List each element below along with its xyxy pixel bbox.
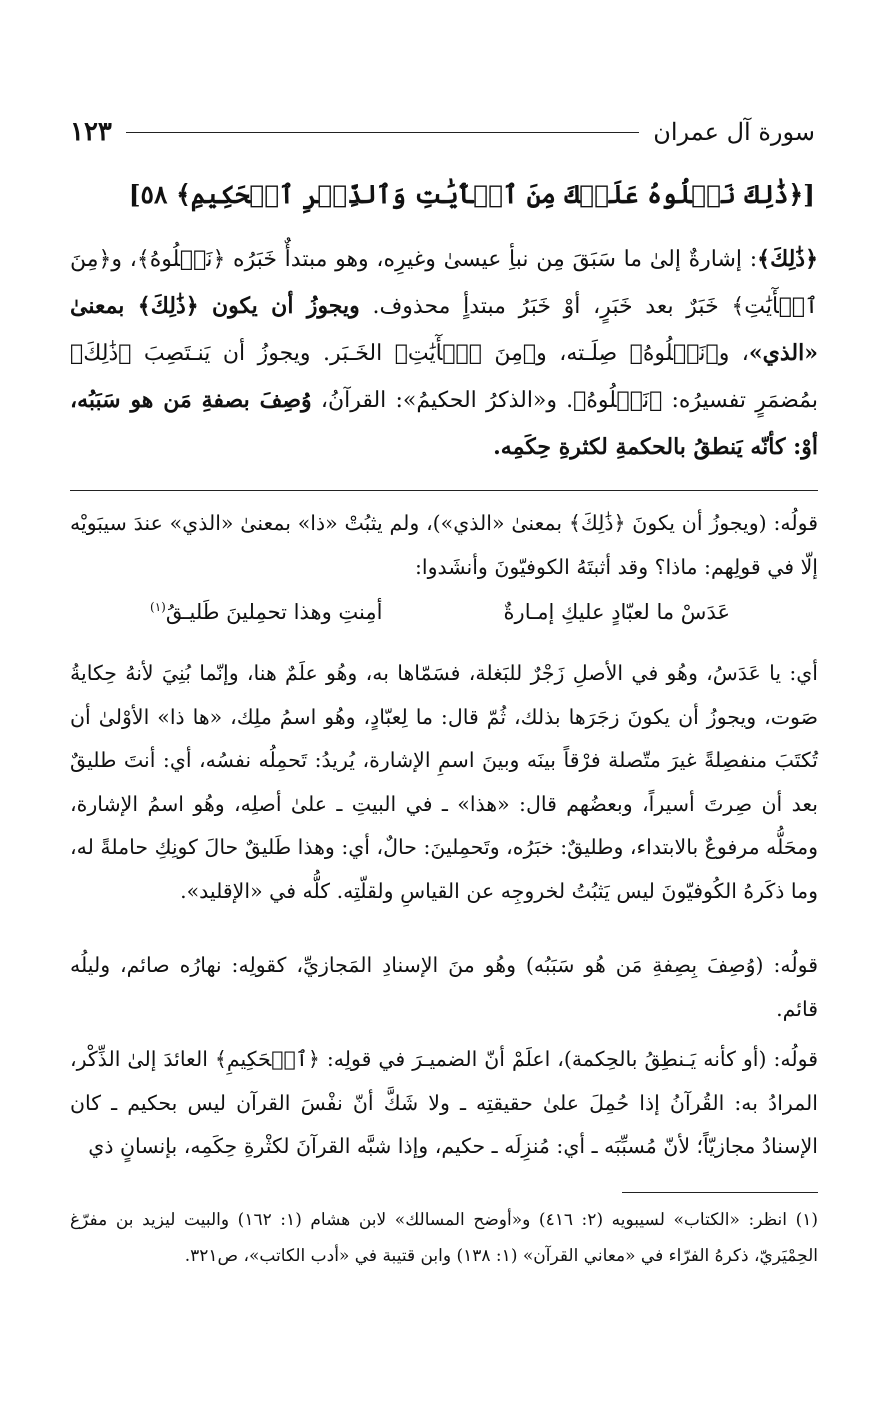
ayah-heading: [﴿ذَٰلِكَ نَتۡلُوهُ عَلَيۡكَ مِنَ ٱلۡأٓيَٰتِ وَٱلذِّكۡرِ ٱلۡحَكِيمِ﴾ ٥٨] xyxy=(128,180,815,209)
tafsir-text-2: ، و﴿نَتۡلُوهُ﴾ صِلَـته، و﴿مِنَ ٱلۡأٓيَٰتِ﴾ الخَـبَر. ويجوزُ أن يَنـتَصِبَ ﴿ذَٰلِكَ﴾ بمُضمَرٍ تفسيرُه: ﴿نَتۡلُوهُ﴾. و«الذكرُ الحكيمُ»: القرآنُ، xyxy=(70,341,819,413)
tafsir-bold-1: ويجوزُ أن يكون ﴿ذَٰلِكَ﴾ بمعنىٰ «الذي» xyxy=(70,293,818,366)
verse-second-hemistich: أمِنتِ وهذا تحمِلينَ طَليـقُ$^{(١)}$ xyxy=(150,600,383,624)
commentary-paragraph-2: أي: يا عَدَسُ، وهُو في الأصلِ زَجْرٌ للبَغلة، فسَمّاها به، وهُو علَمٌ هنا، وإنّما بُنِيَ لأنهُ حِكايةُ صَوت، ويجوزُ أن يكونَ زجَرَها بذلك، ثُمّ قال: ما لِعبّادٍ، وهُو اسمُ ملِك، «ها ذا» الأوْلىٰ أن تُكتَبَ منفصِلةً غيرَ متّصلة فرْقاً بينَه وبينَ اسمِ الإشارة، يُريدُ: تَحمِلُه نفسُه، أي: أنتَ طليقٌ بعد أن صِرتَ أسيراً، وبعضُهم قال: «هذا» ـ في البيتِ ـ علىٰ أصلِه، وهُو اسمُ الإشارة، ومحَلُّه مرفوعٌ بالابتداء، وطليقٌ: خبَرُه، وتَحمِلينَ: حالٌ، أي: وهذا طَليقٌ حالَ كونِكِ حاملةً له، وما ذكَرهُ الكُوفيّونَ ليس يَثبُتُ لخروجِه عن القياسِ ولقلّتِه. كلُّه في «الإقليد». xyxy=(70,661,818,903)
verse-first-hemistich: عَدَسْ ما لعبّادٍ عليكِ إمـارةٌ xyxy=(503,600,730,624)
tafsir-text-1: : إشارةٌ إلىٰ ما سَبَقَ مِن نبأِ عيسىٰ وغيرِه، وهو مبتدأٌ خَبَرُه ﴿نَتۡلُوهُ﴾، و﴿مِنَ ٱلۡأٓيَٰتِ﴾ خَبَرٌ بعد خَبَرٍ، أوْ خَبَرُ مبتدأٍ محذوف. xyxy=(70,247,818,319)
page-header xyxy=(70,112,815,152)
commentary-paragraph-1: قولُه: (ويجوزُ أن يكونَ ﴿ذَٰلِكَ﴾ بمعنىٰ «الذي»)، ولم يثبُتْ «ذا» بمعنىٰ «الذي» عندَ سيبَويْه إلّا في قولِهم: ماذا؟ وقد أثبتَهُ الكوفيّونَ وأنشَدوا: xyxy=(70,511,818,579)
footnote-ref: (١) xyxy=(150,600,166,614)
footnote: (١) انظر: «الكتاب» لسيبويه (٢: ٤١٦) و«أوضح المسالك» لابن هشام (١: ١٦٢) والبيت ليزيد بن مفرّغ الحِمْيَريّ، ذكرهُ الفرّاء في «معاني القرآن» (١: ١٣٨) وابن قتيبة في «أدب الكاتب»، ص٣٢١. xyxy=(70,1210,818,1266)
header-rule xyxy=(126,132,639,133)
tafsir-bold-2: وُصِفَ بصفةِ مَن هو سَبَبُه، أوْ: كأنّه يَنطقُ بالحكمةِ لكثرةِ حِكَمِه. xyxy=(70,387,818,460)
tafsir-lemma: ﴿ذَٰلِكَ﴾ xyxy=(757,246,818,272)
tafsir-paragraph xyxy=(70,236,818,471)
page-number: ١٢٣ xyxy=(70,117,112,147)
commentary-paragraph-3: قولُه: (وُصِفَ بِصِفةِ مَن هُو سَبَبُه) وهُو منَ الإسنادِ المَجازيِّ، كقولِه: نهارُه صائم، وليلُه قائم. xyxy=(70,953,818,1021)
surah-title: سورة آل عمران xyxy=(653,118,815,146)
commentary-paragraph-4: قولُه: (أو كأنه يَـنطِقُ بالحِكمة)، اعلَمْ أنّ الضميـرَ في قولِه: ﴿ٱلۡحَكِيمِ﴾ العائدَ إلىٰ الذِّكْر، المرادُ به: القُرآنُ إذا حُمِلَ علىٰ حقيقتِه ـ ولا شَكَّ أنّ نفْسَ القرآن ليس بحكيم ـ كان الإسنادُ مجازيّاً؛ لأنّ مُسبِّبَه ـ أي: مُنزِلَه ـ حكيم، وإذا شبَّه القرآنَ لكثْرةِ حِكَمِه، بإنسانٍ ذي xyxy=(70,1047,818,1158)
poetry-verse xyxy=(150,600,730,636)
commentary-divider xyxy=(70,490,818,491)
footnote-rule xyxy=(622,1192,818,1193)
